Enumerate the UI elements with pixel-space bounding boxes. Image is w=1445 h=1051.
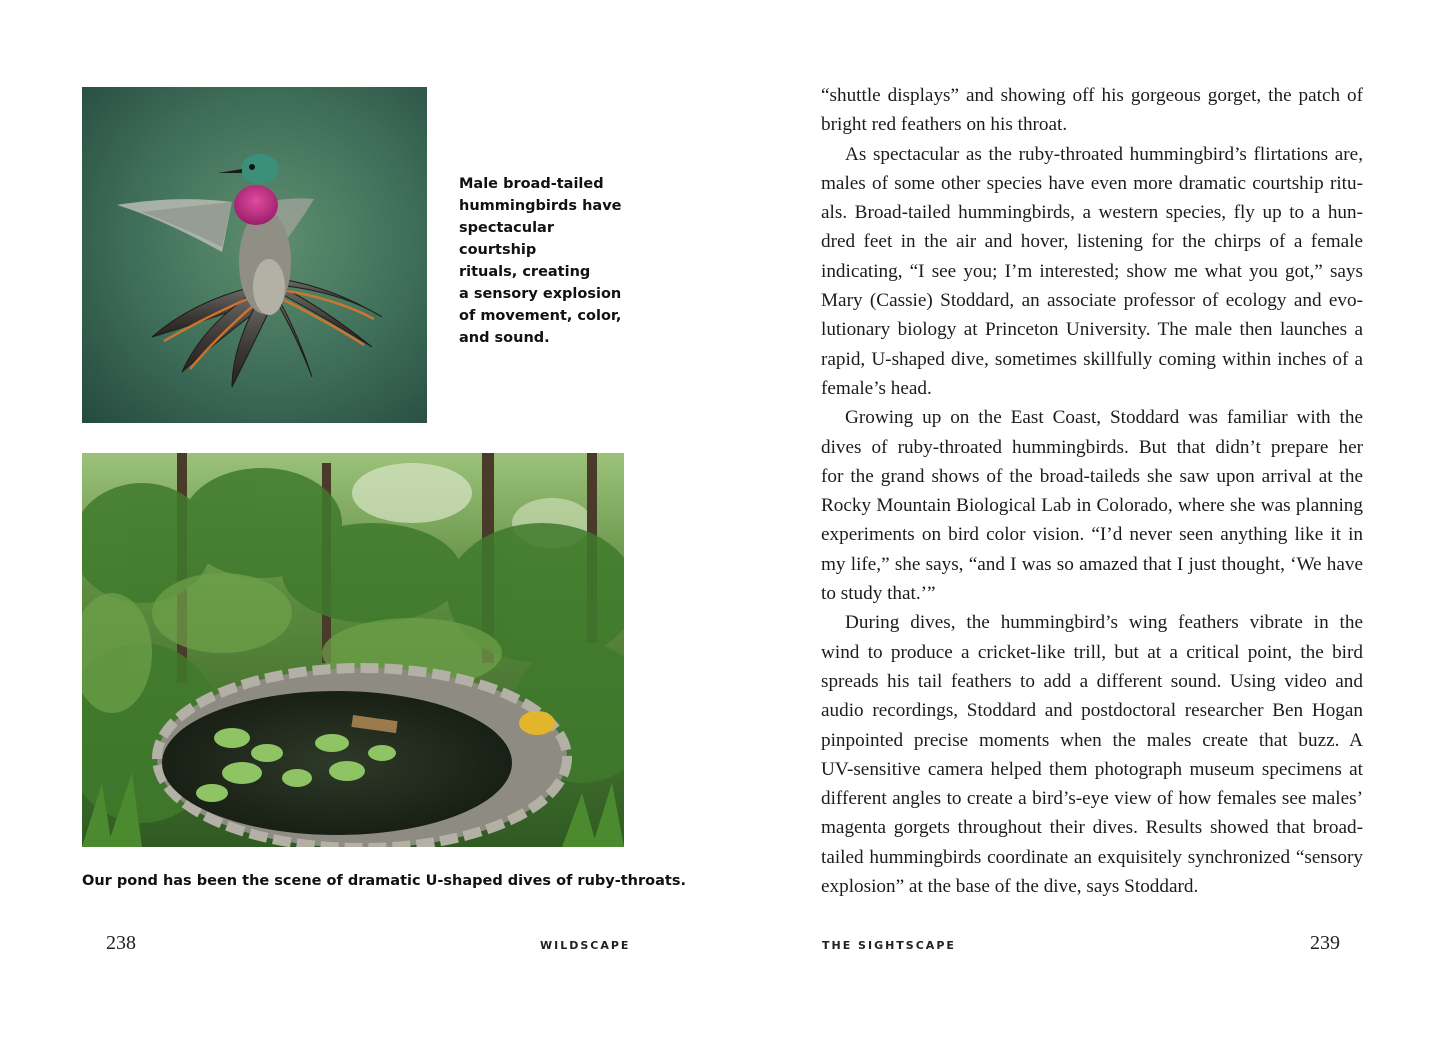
caption-line: and sound. [459, 330, 550, 346]
text-line: As spectacular as the ruby-throated hummingbird’s flirtations are, [845, 143, 1363, 165]
text-line: experiments on bird color vision. “I’d never seen anything like it in [821, 524, 1363, 546]
text-line: my life,” she says, “and I was so amazed that I just thought, ‘We have [821, 553, 1363, 575]
text-line: bright red feathers on his throat. [821, 114, 1068, 136]
page-number-left: 238 [106, 932, 136, 954]
text-line: tailed hummingbirds coordinate an exquisitely synchronized “sensory [821, 846, 1363, 868]
caption-line: a sensory explosion [459, 286, 622, 302]
text-line: males of some other species have even more dramatic courtship ritu- [821, 172, 1363, 194]
text-line: During dives, the hummingbird’s wing feathers vibrate in the [845, 612, 1363, 634]
running-head-left: WILDSCAPE [540, 939, 631, 952]
text-line: dred feet in the air and hover, listening for the chirps of a female [821, 231, 1363, 253]
text-line: UV-sensitive camera helped them photograph museum specimens at [821, 758, 1363, 780]
text-line: wind to produce a cricket-like trill, but at a critical point, the bird [821, 641, 1363, 663]
text-line: spreads his tail feathers to add a different sound. Using video and [821, 670, 1363, 692]
text-line: dives of ruby-throated hummingbirds. But that didn’t prepare her [821, 436, 1363, 458]
text-line: indicating, “I see you; I’m interested; show me what you got,” says [821, 260, 1363, 282]
text-line: Growing up on the East Coast, Stoddard was familiar with the [845, 407, 1363, 429]
text-line: female’s head. [821, 377, 932, 399]
text-line: Rocky Mountain Biological Lab in Colorado, where she was planning [821, 495, 1363, 517]
pond-photo [82, 453, 624, 847]
text-line: “shuttle displays” and showing off his gorgeous gorget, the patch of [821, 85, 1363, 106]
caption-line: rituals, creating [459, 264, 591, 280]
page-number-right: 239 [1310, 932, 1340, 954]
running-head-right: THE SIGHTSCAPE [822, 939, 956, 952]
text-line: different angles to create a bird’s-eye view of how females see males’ [821, 788, 1363, 810]
text-line: for the grand shows of the broad-taileds she saw upon arrival at the [821, 465, 1363, 487]
text-line: audio recordings, Stoddard and postdoctoral researcher Ben Hogan [821, 700, 1363, 722]
text-line: Mary (Cassie) Stoddard, an associate professor of ecology and evo- [821, 290, 1363, 312]
caption-line: of movement, color, [459, 308, 622, 324]
text-line: lutionary biology at Princeton University. The male then launches a [821, 319, 1363, 341]
text-line: pinpointed precise moments when the males create that buzz. A [821, 729, 1363, 751]
body-text [821, 81, 1363, 901]
text-line: als. Broad-tailed hummingbirds, a western species, fly up to a hun- [821, 202, 1363, 224]
pond-caption: Our pond has been the scene of dramatic U-shaped dives of ruby-throats. [82, 873, 686, 889]
caption-line: spectacular courtship [459, 220, 554, 258]
text-line: rapid, U-shaped dive, sometimes skillfully coming within inches of a [821, 348, 1363, 370]
caption-line: hummingbirds have [459, 198, 622, 214]
hummingbird-caption [459, 173, 634, 349]
text-line: magenta gorgets throughout their dives. Results showed that broad- [821, 817, 1363, 839]
text-line: to study that.’” [821, 583, 936, 605]
hummingbird-photo [82, 87, 427, 423]
caption-line: Male broad-tailed [459, 176, 604, 192]
text-line: explosion” at the base of the dive, says Stoddard. [821, 876, 1199, 898]
